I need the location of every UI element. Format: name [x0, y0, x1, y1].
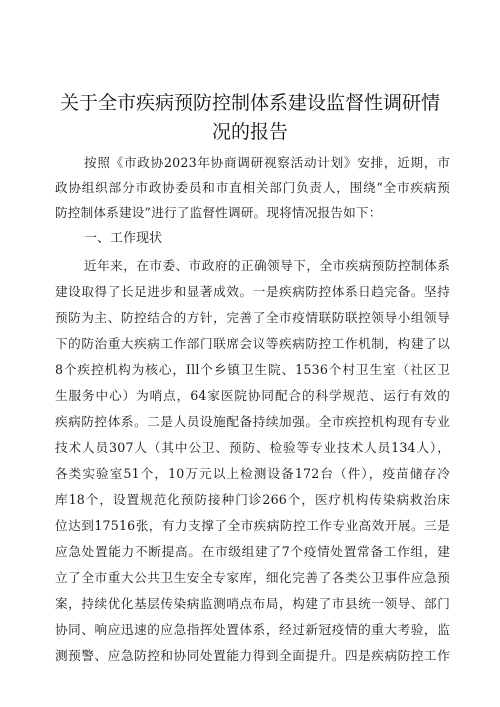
body-line: 疾病防控体系。二是人员设施配备持续加强。全市疾控机构现有专业 [55, 414, 450, 429]
body-line: 8个疾控机构为核心，Ill个乡镇卫生院、1536个村卫生室（社区卫 [55, 362, 450, 377]
intro-line: 防控制体系建设”进行了监督性调研。现将情况报告如下： [55, 205, 382, 220]
body-line: 应急处置能力不断提高。在市级组建了7个疫情处置常备工作组，建 [55, 544, 450, 559]
body-line: 建设取得了长足进步和显著成效。一是疾病防控体系日趋完备。坚持 [55, 284, 450, 299]
section-heading: 一、工作现状 [84, 231, 163, 246]
body-line: 生服务中心）为哨点，64家医院协同配合的科学规范、运行有效的 [55, 388, 450, 403]
body-line: 案，持续优化基层传染病监测哨点布局，构建了市县统一领导、部门 [55, 596, 450, 611]
body-line: 库18个，设置规范化预防接种门诊266个，医疗机构传染病救治床 [55, 492, 450, 507]
body-line: 各类实验室51个，10万元以上检测设备172台（件），疫苗储存冷 [55, 466, 450, 481]
body-line: 位达到17516张，有力支撑了全市疾病防控工作专业高效开展。三是 [55, 518, 450, 533]
document-title-line-2: 况的报告 [211, 121, 288, 143]
body-line: 协同、响应迅速的应急指挥处置体系，经过新冠疫情的重大考验，监 [55, 622, 450, 637]
body-line: 预防为主、防控结合的方针，完善了全市疫情联防联控领导小组领导 [55, 310, 450, 325]
document-title-line-1: 关于全市疾病预防控制体系建设监督性调研情 [60, 92, 441, 114]
body-line: 下的防治重大疾病工作部门联席会议等疾病防控工作机制，构建了以 [55, 336, 450, 351]
intro-line: 政协组织部分市政协委员和市直相关部门负责人，围绕“全市疾病预 [55, 180, 450, 195]
body-line: 测预警、应急防控和协同处置能力得到全面提升。四是疾病防控工作 [55, 648, 450, 663]
body-line: 技术人员307人（其中公卫、预防、检验等专业技术人员134人）， [55, 440, 450, 455]
intro-line: 按照《市政协2023年协商调研视察活动计划》安排，近期，市 [84, 155, 450, 170]
body-line: 近年来，在市委、市政府的正确领导下，全市疾病预防控制体系 [84, 258, 450, 273]
body-line: 立了全市重大公共卫生安全专家库，细化完善了各类公卫事件应急预 [55, 570, 450, 585]
